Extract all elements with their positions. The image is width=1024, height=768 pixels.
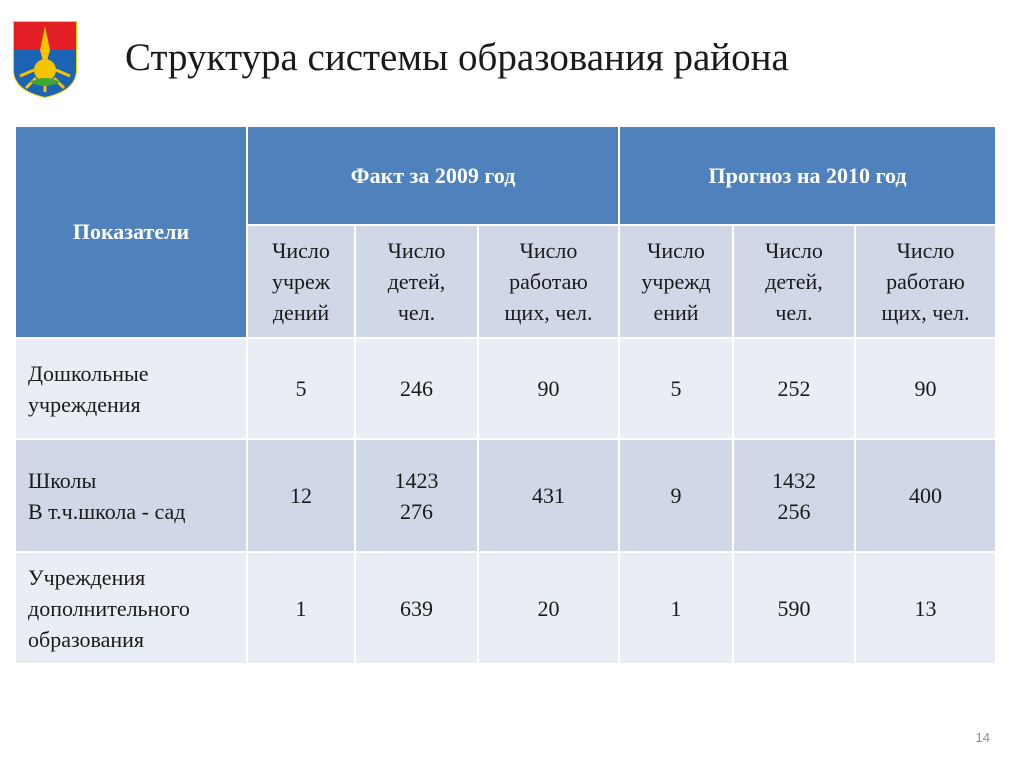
cell-value: 13 — [914, 595, 937, 621]
subheader-line: чел. — [397, 300, 436, 325]
cell-value: 431 — [532, 483, 565, 508]
coat-of-arms-icon — [12, 20, 78, 98]
table-row — [16, 440, 997, 553]
cell-value: 276 — [400, 498, 433, 524]
cell-value: 256 — [777, 498, 811, 524]
subheader-line: Число — [765, 238, 823, 263]
table-cell — [356, 440, 479, 553]
table-cell — [479, 339, 620, 440]
subheader-line: учрежд — [641, 269, 711, 294]
table-cell — [734, 440, 856, 553]
row-label-line: учреждения — [28, 391, 141, 417]
cell-value: 252 — [777, 376, 811, 401]
cell-value: 20 — [537, 595, 560, 621]
cell-value: 246 — [400, 376, 433, 401]
subheader-line: щих, чел. — [881, 300, 970, 325]
subheader-line: дений — [272, 300, 330, 325]
subheader-cell — [734, 226, 856, 339]
header-forecast-2010: Прогноз на 2010 год — [620, 127, 997, 226]
table-cell — [856, 553, 997, 665]
subheader-cell — [356, 226, 479, 339]
row-label-line: В т.ч.школа - сад — [28, 498, 186, 524]
page-title: Структура системы образования района — [125, 36, 789, 79]
row-label — [16, 440, 248, 553]
subheader-cell — [856, 226, 997, 339]
cell-value: 1432 — [772, 467, 816, 493]
table-cell — [248, 553, 356, 665]
education-structure-table — [16, 127, 997, 665]
row-label-line: Дошкольные — [28, 360, 149, 386]
row-label — [16, 339, 248, 440]
subheader-cell — [620, 226, 734, 339]
cell-value: 5 — [295, 376, 307, 401]
cell-value: 1423 — [394, 467, 439, 493]
cell-value: 9 — [670, 483, 682, 508]
cell-value: 90 — [537, 376, 560, 401]
table-cell — [856, 339, 997, 440]
table-cell — [356, 553, 479, 665]
subheader-line: детей, — [765, 269, 823, 294]
subheader-line: Число — [896, 238, 955, 263]
subheader-line: детей, — [387, 269, 446, 294]
emblem-graphic — [12, 20, 78, 98]
subheader-line: ений — [653, 300, 699, 325]
header-indicators: Показатели — [16, 127, 248, 339]
subheader-line: работаю — [886, 269, 965, 294]
table-cell — [479, 440, 620, 553]
table-cell — [620, 553, 734, 665]
cell-value: 1 — [295, 595, 307, 621]
subheader-line: Число — [387, 238, 446, 263]
row-label-line: Учреждения — [28, 564, 146, 590]
table-row — [16, 553, 997, 665]
cell-value: 12 — [290, 483, 312, 508]
row-label-line: Школы — [28, 467, 97, 493]
header-fact-2009: Факт за 2009 год — [248, 127, 620, 226]
row-label — [16, 553, 248, 665]
cell-value: 90 — [914, 376, 937, 401]
subheader-cell — [479, 226, 620, 339]
row-label-line: образования — [28, 626, 145, 652]
subheader-line: Число — [647, 238, 705, 263]
table-cell — [620, 440, 734, 553]
cell-value: 639 — [400, 595, 433, 621]
table-cell — [856, 440, 997, 553]
table-cell — [248, 339, 356, 440]
subheader-line: учреж — [271, 269, 331, 294]
page-number: 14 — [975, 730, 990, 745]
cell-value: 5 — [670, 376, 682, 401]
subheader-cell — [248, 226, 356, 339]
subheader-line: Число — [519, 238, 578, 263]
subheader-line: работаю — [509, 269, 588, 294]
table-cell — [479, 553, 620, 665]
table-cell — [248, 440, 356, 553]
row-label-line: дополнительного — [28, 595, 190, 621]
table-row — [16, 339, 997, 440]
table-cell — [734, 553, 856, 665]
table-cell — [620, 339, 734, 440]
subheader-line: чел. — [775, 300, 813, 325]
cell-value: 590 — [777, 595, 811, 621]
table-cell — [734, 339, 856, 440]
cell-value: 1 — [670, 595, 682, 621]
cell-value: 400 — [909, 483, 942, 508]
subheader-line: щих, чел. — [504, 300, 593, 325]
subheader-line: Число — [272, 238, 330, 263]
table-cell — [356, 339, 479, 440]
